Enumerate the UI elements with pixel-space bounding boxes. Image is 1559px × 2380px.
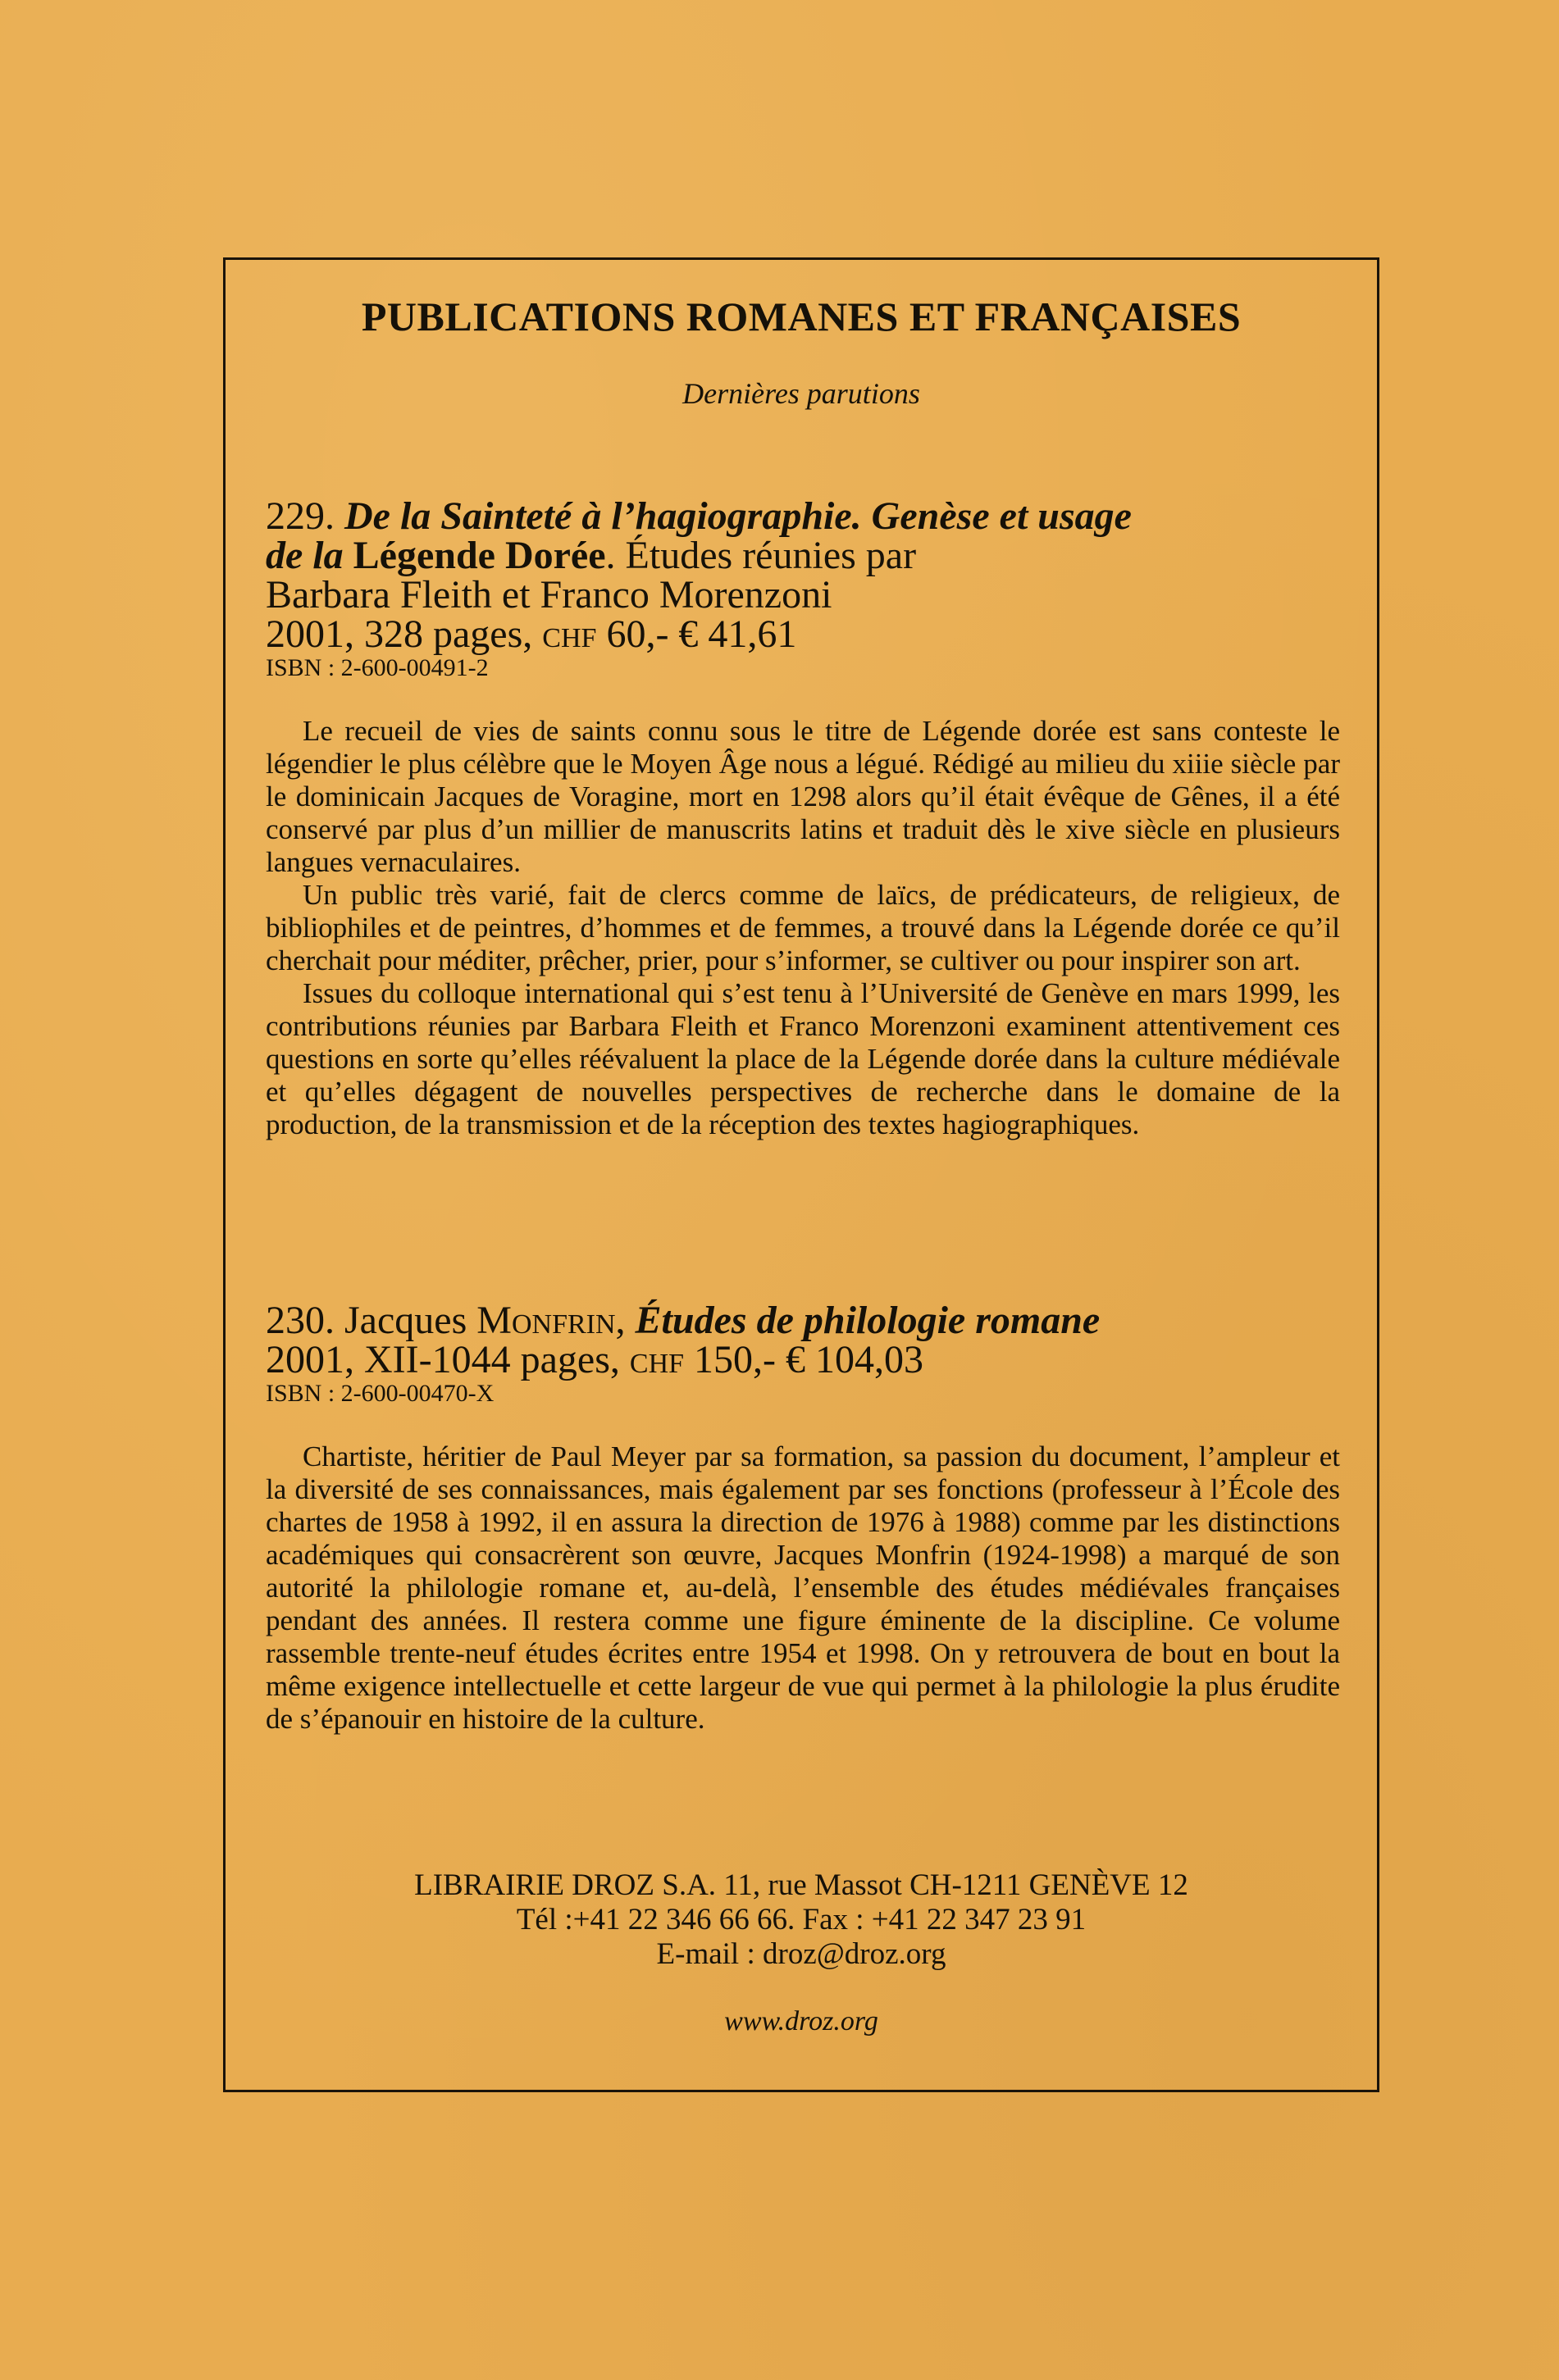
entry-description — [266, 715, 1340, 1141]
entry-price: 60,- € 41,61 — [606, 612, 797, 656]
description-paragraph: Chartiste, héritier de Paul Meyer par sa formation, sa passion du document, l’ampleur et la diversité de ses connaissances, mais également par ses fonctions (professeur à l’École des chartes de 1958 à 1992, il en assura la direction de 1976 à 1988) comme par les distinctions académiques qui consacrèrent son œuvre, Jacques Monfrin (1924-1998) a marqué de son autorité la philologie romane et, au-delà, l’ensemble des études médiévales françaises pendant des années. Il restera comme une figure éminente de la discipline. Ce volume rassemble trente-neuf études écrites entre 1954 et 1998. On y retrouvera de bout en bout la même exigence intellectuelle et cette largeur de vue qui permet à la philologie la plus érudite de s’épanouir en histoire de la culture. — [266, 1440, 1340, 1735]
entry-currency: chf — [629, 1338, 685, 1381]
description-paragraph: Issues du colloque international qui s’est tenu à l’Université de Genève en mars 1999, les contributions réunies par Barbara Fleith et Franco Morenzoni examinent attentivement ces questions en sorte qu’elles réévaluent la place de la Légende dorée dans la culture médiévale et qu’elles dégagent de nouvelles perspectives de recherche dans le domaine de la production, de la transmission et de la réception des textes hagiographiques. — [266, 977, 1340, 1140]
entry-editors: Barbara Fleith et Franco Morenzoni — [266, 573, 832, 617]
publisher-contact — [226, 1868, 1377, 1972]
entry-title: Études de philologie romane — [635, 1299, 1101, 1342]
entry-title: De la Sainteté à l’hagiographie. Genèse et usage — [344, 494, 1132, 538]
publisher-email: E-mail : droz@droz.org — [656, 1937, 946, 1971]
content-frame — [223, 257, 1379, 2092]
entry-author-last: Monfrin — [476, 1299, 616, 1342]
publisher-address: LIBRAIRIE DROZ S.A. 11, rue Massot CH-1211 GENÈVE 12 — [414, 1868, 1188, 1902]
entry-year-pages: 2001, XII-1044 pages, — [266, 1338, 620, 1381]
entry-229-heading — [266, 494, 1340, 656]
entry-description — [266, 1440, 1340, 1736]
entry-isbn: ISBN : 2-600-00491-2 — [266, 654, 489, 681]
series-title: PUBLICATIONS ROMANES ET FRANÇAISES — [361, 294, 1242, 339]
entry-isbn: ISBN : 2-600-00470-X — [266, 1380, 495, 1407]
description-paragraph: Un public très varié, fait de clercs comme de laïcs, de prédicateurs, de religieux, de bibliophiles et de peintres, d’hommes et de femmes, a trouvé dans la Légende dorée ce qu’il cherchait pour méditer, prêcher, prier, pour s’informer, se cultiver ou pour inspirer son art. — [266, 879, 1340, 976]
publisher-phone: Tél :+41 22 346 66 66. Fax : +41 22 347 23 91 — [516, 1903, 1087, 1936]
entry-editors-intro: . Études réunies par — [605, 534, 917, 577]
entry-title-work: Légende Dorée — [353, 534, 606, 577]
subtitle: Dernières parutions — [682, 377, 920, 410]
entry-number: 230. — [266, 1299, 335, 1342]
publisher-website: www.droz.org — [724, 2006, 878, 2036]
entry-year-pages: 2001, 328 pages, — [266, 612, 533, 656]
entry-price: 150,- € 104,03 — [694, 1338, 924, 1381]
entry-currency: chf — [542, 612, 597, 656]
entry-230 — [266, 1301, 1340, 1736]
entry-title-cont: de la — [266, 534, 344, 577]
entry-230-heading: 230. Jacques Monfrin, Études de philologie romane 2001, XII-1044 pages, chf 150,- € 104,03 — [266, 1299, 1101, 1381]
description-paragraph: Le recueil de vies de saints connu sous le titre de Légende dorée est sans conteste le légendier le plus célèbre que le Moyen Âge nous a légué. Rédigé au milieu du xiiie siècle par le dominicain Jacques de Voragine, mort en 1298 alors qu’il était évêque de Gênes, il a été conservé par plus d’un millier de manuscrits latins et traduit dès le xive siècle en plusieurs langues vernaculaires. — [266, 715, 1340, 878]
entry-number: 229. — [266, 494, 335, 538]
entry-229 — [266, 494, 1340, 1141]
entry-author-first: Jacques — [344, 1299, 467, 1342]
